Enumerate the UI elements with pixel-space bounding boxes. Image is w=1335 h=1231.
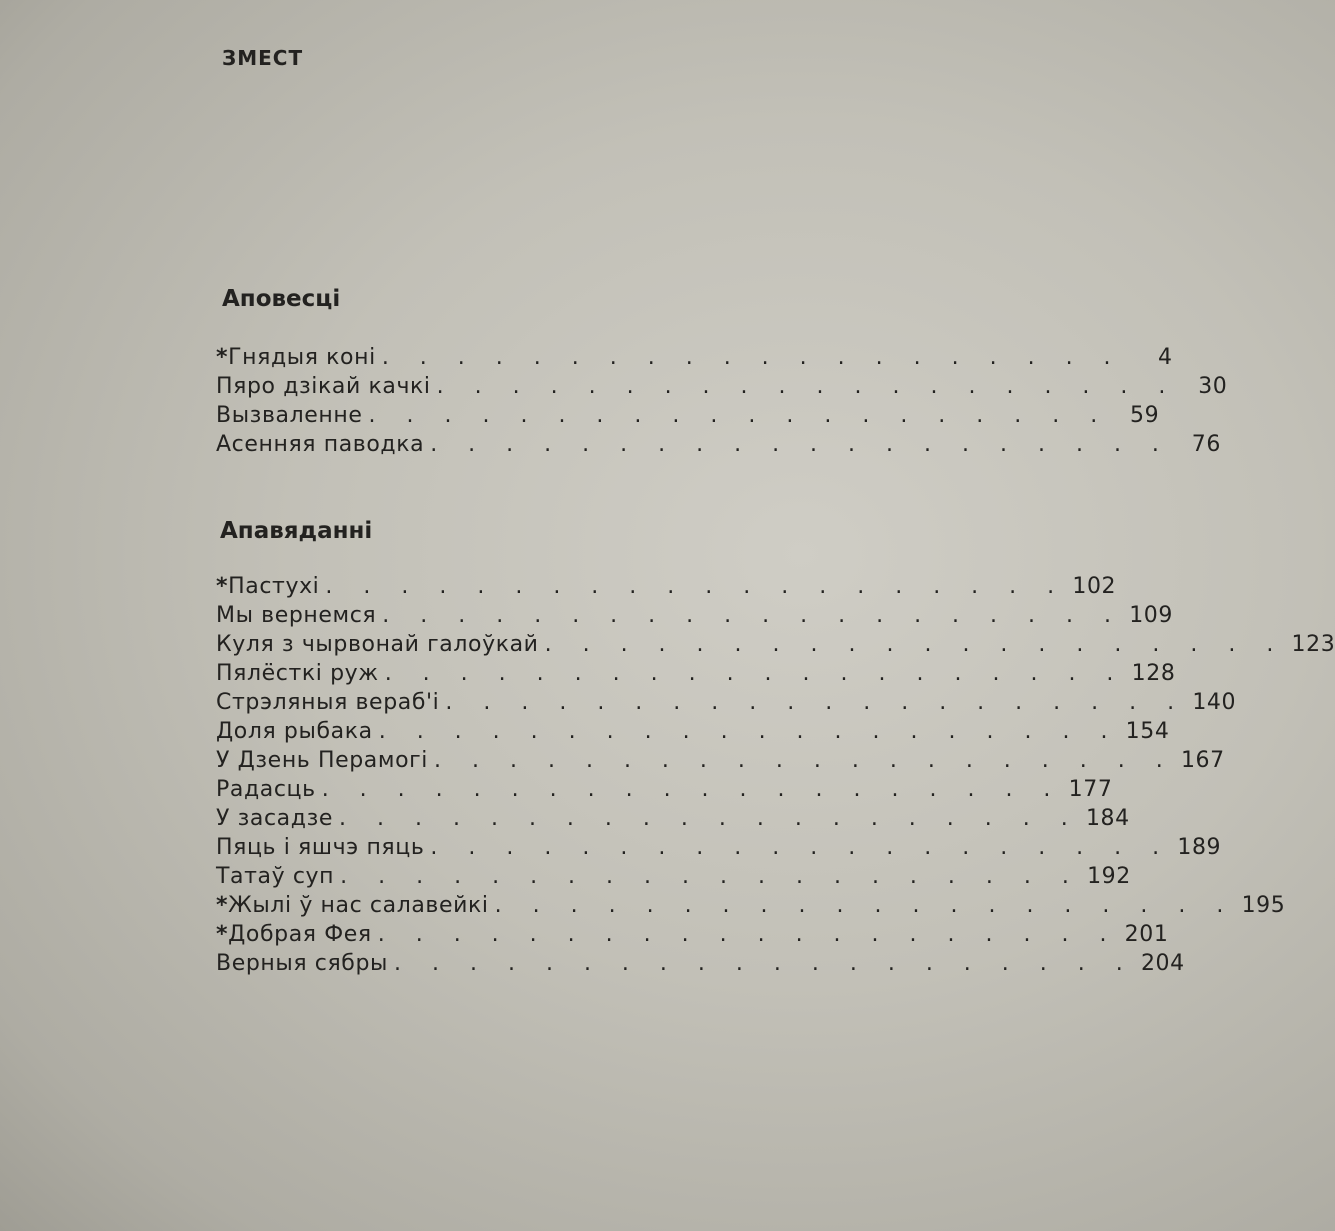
- asterisk-mark: *: [216, 345, 229, 370]
- toc-entry-page: 109: [1129, 603, 1173, 628]
- dot-leader: . . . . . . . . . . . . . . . . . . . .: [325, 574, 1067, 599]
- dot-leader: . . . . . . . . . . . . . . . . . . . .: [377, 922, 1119, 947]
- toc-entry-title: Радасць: [216, 777, 316, 802]
- toc-entry-title: Доля рыбака: [216, 719, 373, 744]
- toc-list-novellas: [216, 343, 1228, 459]
- toc-entry-page: 192: [1087, 864, 1131, 889]
- toc-entry-title: Гнядыя коні: [228, 345, 376, 370]
- asterisk-mark: *: [216, 922, 229, 947]
- toc-entry: [216, 746, 1225, 775]
- dot-leader: . . . . . . . . . . . . . . . . . . . .: [382, 603, 1123, 628]
- toc-entry: [216, 430, 1221, 459]
- dot-leader: . . . . . . . . . . . . . . . . . . . .: [445, 690, 1187, 715]
- toc-entry: [216, 572, 1117, 601]
- toc-list-stories: [216, 572, 1335, 978]
- toc-entry-title: Пялёсткі руж: [216, 661, 379, 686]
- dot-leader: . . . . . . . . . . . . . . . . . . . .: [436, 374, 1178, 399]
- toc-entry-page: 4: [1157, 345, 1173, 370]
- section-title-novellas: Аповесці: [222, 286, 341, 312]
- dot-leader: . . . . . . . . . . . . . . . . . . . .: [384, 661, 1126, 686]
- toc-entry-page: 201: [1124, 922, 1169, 947]
- asterisk-mark: *: [216, 574, 229, 599]
- dot-leader: . . . . . . . . . . . . . . . . . . . .: [430, 835, 1172, 860]
- asterisk-mark: *: [216, 893, 229, 918]
- toc-entry: [216, 601, 1173, 630]
- toc-entry: [216, 833, 1222, 862]
- toc-entry: [216, 401, 1160, 430]
- section-title-stories: Апавяданні: [220, 518, 373, 544]
- toc-entry-page: 140: [1192, 690, 1237, 715]
- toc-entry-title: Мы вернемся: [216, 603, 377, 628]
- dot-leader: . . . . . . . . . . . . . . . . . . . .: [430, 432, 1171, 457]
- toc-entry: [216, 775, 1113, 804]
- dot-leader: . . . . . . . . . . . . . . . . . . . .: [381, 345, 1123, 370]
- toc-entry-page: 123: [1291, 632, 1335, 657]
- toc-entry-page: 184: [1085, 806, 1130, 831]
- dot-leader: . . . . . . . . . . . . . . . . . . . .: [378, 719, 1120, 744]
- page-title: ЗМЕСТ: [222, 46, 304, 70]
- toc-entry-page: 128: [1131, 661, 1176, 686]
- toc-entry-title: Вызваленне: [216, 403, 363, 428]
- toc-entry-title: Добрая Фея: [228, 922, 372, 947]
- dot-leader: . . . . . . . . . . . . . . . . . . . .: [494, 893, 1236, 918]
- dot-leader: . . . . . . . . . . . . . . . . . . . .: [368, 403, 1110, 428]
- toc-entry-title: У Дзень Перамогі: [216, 748, 429, 773]
- toc-entry: [216, 688, 1237, 717]
- toc-entry-page: 204: [1140, 951, 1185, 976]
- toc-entry-title: Пастухі: [228, 574, 320, 599]
- toc-entry: [216, 862, 1131, 891]
- toc-entry-title: Пяць і яшчэ пяць: [216, 835, 425, 860]
- toc-entry: [216, 343, 1173, 372]
- toc-entry-page: 59: [1130, 403, 1160, 428]
- toc-entry-page: 102: [1072, 574, 1117, 599]
- toc-entry-page: 76: [1191, 432, 1221, 457]
- toc-entry-title: Пяро дзікай качкі: [216, 374, 431, 399]
- toc-entry-title: Верныя сябры: [216, 951, 389, 976]
- toc-entry-title: Асенняя паводка: [216, 432, 425, 457]
- toc-entry-title: Татаў суп: [216, 864, 335, 889]
- toc-entry-title: Жылі ў нас салавейкі: [228, 893, 489, 918]
- toc-entry-page: 177: [1068, 777, 1113, 802]
- toc-entry: [216, 920, 1169, 949]
- toc-entry-page: 30: [1198, 374, 1228, 399]
- dot-leader: . . . . . . . . . . . . . . . . . . . .: [394, 951, 1135, 976]
- toc-entry-page: 167: [1180, 748, 1225, 773]
- toc-entry: [216, 372, 1228, 401]
- toc-entry: [216, 804, 1130, 833]
- toc-entry: [216, 659, 1176, 688]
- toc-entry: [216, 891, 1286, 920]
- toc-entry-title: У засадзе: [216, 806, 334, 831]
- toc-entry: [216, 717, 1170, 746]
- dot-leader: . . . . . . . . . . . . . . . . . . . .: [544, 632, 1286, 657]
- toc-entry-page: 195: [1241, 893, 1286, 918]
- toc-entry-page: 154: [1125, 719, 1170, 744]
- toc-entry-title: Стрэляныя вераб'і: [216, 690, 440, 715]
- toc-entry-title: Куля з чырвонай галоўкай: [216, 632, 539, 657]
- dot-leader: . . . . . . . . . . . . . . . . . . . .: [321, 777, 1063, 802]
- dot-leader: . . . . . . . . . . . . . . . . . . . .: [434, 748, 1175, 773]
- dot-leader: . . . . . . . . . . . . . . . . . . . .: [339, 806, 1080, 831]
- dot-leader: . . . . . . . . . . . . . . . . . . . .: [340, 864, 1081, 889]
- toc-entry: [216, 949, 1185, 978]
- toc-entry-page: 189: [1177, 835, 1222, 860]
- toc-entry: [216, 630, 1335, 659]
